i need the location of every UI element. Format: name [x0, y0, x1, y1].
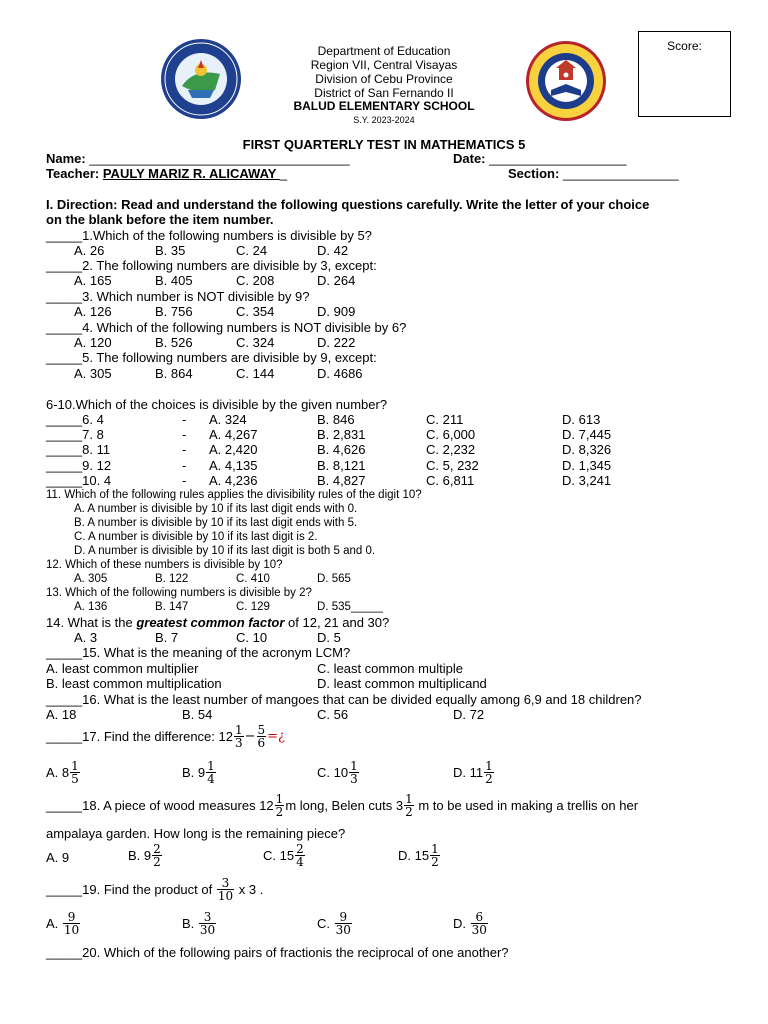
question-13-stem: 13. Which of the following numbers is divisible by 2?	[46, 587, 312, 599]
section-blank[interactable]: ________________	[562, 166, 679, 181]
choice: B. 147	[155, 601, 189, 613]
question-17-stem	[46, 724, 285, 749]
choice: B. 526	[155, 335, 193, 350]
question-3-stem: _____3. Which number is NOT divisible by 9?	[46, 289, 310, 304]
choice: A. 4,267	[209, 427, 258, 442]
choice: D. 613	[562, 412, 601, 427]
department-line: Department of Education	[317, 44, 451, 58]
choice: A. least common multiplier	[46, 661, 199, 676]
choice: D. 4686	[317, 366, 363, 381]
choice: C. 211	[426, 412, 464, 427]
numerator: 1	[431, 842, 439, 856]
choice-label: C.	[317, 916, 330, 931]
question-16-stem: _____16. What is the least number of mangoes that can be divided equally among 6,9 and 18 children?	[46, 692, 642, 707]
choice: A. 165	[74, 273, 112, 288]
choice: C. 208	[236, 273, 275, 288]
choice: D. 909	[317, 304, 356, 319]
question-12-stem: 12. Which of these numbers is divisible by 10?	[46, 559, 283, 571]
choice: D. least common multiplicand	[317, 676, 487, 691]
q17-tail: =¿	[267, 729, 286, 744]
choice: C. 56	[317, 707, 349, 722]
question-14-stem	[46, 615, 389, 630]
q18-stem-c: m to be used in making a trellis on her	[414, 798, 639, 813]
date-line	[453, 151, 627, 166]
choice-fraction	[484, 760, 494, 785]
numerator: 2	[153, 842, 161, 856]
numerator: 1	[350, 759, 358, 773]
choice-fraction	[430, 843, 440, 868]
denominator: 30	[471, 923, 487, 937]
section-line	[508, 166, 679, 181]
direction-line-2: on the blank before the item number.	[46, 212, 274, 227]
choice: A. 120	[74, 335, 112, 350]
choice: D. 5	[317, 630, 341, 645]
choice-fraction	[70, 760, 80, 785]
choice: D. 1,345	[562, 458, 612, 473]
choice: C. 2,232	[426, 442, 476, 457]
choice: D. 535_____	[317, 601, 383, 613]
choice-label: A. 8	[46, 765, 70, 780]
q19-fraction	[217, 877, 234, 902]
choice: A. 305	[74, 366, 112, 381]
direction-line-1: I. Direction: Read and understand the following questions carefully. Write the letter of your choice	[46, 197, 650, 212]
numerator: 1	[485, 759, 493, 773]
q18-stem-a: _____18. A piece of wood measures 12	[46, 798, 274, 813]
choice: A. 4,236	[209, 473, 258, 488]
section-label: Section:	[508, 166, 563, 181]
choice: A. 324	[209, 412, 247, 427]
denominator: 2	[405, 805, 413, 819]
choice: D. 565	[317, 573, 351, 585]
q18-choice-c	[263, 843, 306, 868]
choice: D. 8,326	[562, 442, 612, 457]
item-7: _____7. 8	[46, 427, 104, 442]
choice: B. 4,827	[317, 473, 366, 488]
choice: C. 5, 232	[426, 458, 479, 473]
q18-choice-a	[46, 843, 69, 873]
date-blank[interactable]: ___________________	[489, 151, 627, 166]
choice: C. A number is divisible by 10 if its last digit is 2.	[74, 531, 318, 543]
q18-fraction-1	[275, 793, 285, 818]
q19-choice-c	[317, 911, 353, 936]
question-15-stem: _____15. What is the meaning of the acronym LCM?	[46, 645, 351, 660]
district-line: District of San Fernando II	[314, 86, 454, 100]
choice: B. 2,831	[317, 427, 366, 442]
choice-label: B. 9	[182, 765, 206, 780]
dash: -	[182, 473, 187, 488]
question-18-stem	[46, 793, 638, 818]
division-line: Division of Cebu Province	[315, 72, 453, 86]
denominator: 2	[485, 772, 493, 786]
question-6-10-intro: 6-10.Which of the choices is divisible by the given number?	[46, 397, 388, 412]
dash: -	[182, 427, 187, 442]
q19-choice-d	[453, 911, 489, 936]
denominator: 3	[234, 736, 243, 750]
choice: C. 324	[236, 335, 275, 350]
choice: A. 126	[74, 304, 112, 319]
q17-choice-d	[453, 760, 495, 785]
choice: B. 756	[155, 304, 193, 319]
q18-choice-d	[398, 843, 441, 868]
numerator: 9	[339, 910, 348, 924]
choice: D. 42	[317, 243, 349, 258]
question-1-stem: _____1.Which of the following numbers is divisible by 5?	[46, 228, 372, 243]
denominator: 4	[296, 855, 304, 869]
item-10: _____10. 4	[46, 473, 112, 488]
choice-label: C. 15	[263, 848, 295, 863]
question-5-stem: _____5. The following numbers are divisible by 9, except:	[46, 350, 377, 365]
choice: D. 3,241	[562, 473, 612, 488]
numerator: 1	[405, 792, 413, 806]
item-6: _____6. 4	[46, 412, 104, 427]
choice: C. 6,000	[426, 427, 476, 442]
choice: D. 222	[317, 335, 356, 350]
choice: C. 410	[236, 573, 270, 585]
choice-label: D. 11	[453, 765, 484, 780]
denominator: 2	[275, 805, 284, 819]
item-9: _____9. 12	[46, 458, 112, 473]
choice: B. 8,121	[317, 458, 366, 473]
choice: B. 864	[155, 366, 193, 381]
q18-stem-b: m long, Belen cuts 3	[285, 798, 404, 813]
denominator: 3	[350, 772, 358, 786]
choice: D. 72	[453, 707, 485, 722]
choice: C. 129	[236, 601, 270, 613]
choice: C. least common multiple	[317, 661, 463, 676]
region-line: Region VII, Central Visayas	[310, 58, 458, 72]
q17-choice-b	[182, 760, 217, 785]
choice-label: D.	[453, 916, 466, 931]
score-box	[638, 31, 731, 117]
numerator: 2	[296, 842, 304, 856]
minus-sign: −	[244, 729, 256, 744]
q18-choice-b	[128, 843, 163, 868]
question-19-stem	[46, 877, 263, 902]
choice: B. 122	[155, 573, 189, 585]
choice-label: A.	[46, 916, 59, 931]
choice: A. 305	[74, 573, 108, 585]
choice: B. least common multiplication	[46, 676, 222, 691]
denominator: 4	[207, 772, 215, 786]
numerator: 1	[207, 759, 215, 773]
q14-stem-post: of 12, 21 and 30?	[284, 615, 390, 630]
q19-stem-post: x 3 .	[235, 882, 264, 897]
choice: B. 54	[182, 707, 213, 722]
q17-fraction-2	[257, 724, 267, 749]
q14-stem-pre: 14. What is the	[46, 615, 137, 630]
q18-fraction-2	[404, 793, 414, 818]
choice-fraction	[335, 911, 352, 936]
division-seal-logo	[160, 38, 242, 120]
q17-choice-a	[46, 760, 81, 785]
q19-choice-b	[182, 911, 217, 936]
numerator: 9	[67, 910, 76, 924]
q19-choice-a	[46, 911, 81, 936]
denominator: 10	[63, 923, 80, 937]
numerator: 6	[475, 910, 484, 924]
school-name: BALUD ELEMENTARY SCHOOL	[293, 99, 475, 113]
choice-label: B.	[182, 916, 195, 931]
choice: D. 264	[317, 273, 356, 288]
dash: -	[182, 442, 187, 457]
teacher-tail: _	[279, 166, 288, 181]
denominator: 30	[199, 923, 216, 937]
choice-fraction	[206, 760, 216, 785]
choice: A. 2,420	[209, 442, 258, 457]
q14-stem-emphasis: greatest common factor	[136, 615, 285, 630]
date-label: Date:	[453, 151, 490, 166]
choice: B. 35	[155, 243, 186, 258]
choice: A. 4,135	[209, 458, 258, 473]
numerator: 3	[221, 876, 230, 890]
numerator: 1	[71, 759, 79, 773]
teacher-label: Teacher:	[46, 166, 103, 181]
numerator: 1	[275, 792, 284, 806]
choice: A. 26	[74, 243, 105, 258]
choice: A. 3	[74, 630, 98, 645]
choice-fraction	[471, 911, 488, 936]
question-11-stem: 11. Which of the following rules applies the divisibility rules of the digit 10?	[46, 489, 422, 501]
test-title: FIRST QUARTERLY TEST IN MATHEMATICS 5	[242, 137, 526, 152]
choice: D. 7,445	[562, 427, 612, 442]
denominator: 30	[335, 923, 351, 937]
numerator: 5	[257, 723, 266, 737]
choice: C. 24	[236, 243, 268, 258]
denominator: 5	[71, 772, 79, 786]
choice: C. 10	[236, 630, 268, 645]
choice: A. A number is divisible by 10 if its last digit ends with 0.	[74, 503, 358, 515]
question-18-line-2: ampalaya garden. How long is the remaining piece?	[46, 826, 346, 841]
teacher-name: PAULY MARIZ R. ALICAWAY	[102, 166, 280, 181]
choice-fraction	[199, 911, 216, 936]
choice-label: A. 9	[46, 850, 70, 865]
choice-label: C. 10	[317, 765, 349, 780]
q17-stem-pre: _____17. Find the difference: 12	[46, 729, 233, 744]
choice-label: D. 15	[398, 848, 430, 863]
name-label: Name:	[46, 151, 90, 166]
q19-stem-pre: _____19. Find the product of	[46, 882, 216, 897]
denominator: 2	[431, 855, 439, 869]
choice: C. 6,811	[426, 473, 475, 488]
question-2-stem: _____2. The following numbers are divisible by 3, except:	[46, 258, 377, 273]
choice: B. 405	[155, 273, 193, 288]
choice: B. 846	[317, 412, 355, 427]
numerator: 3	[203, 910, 212, 924]
school-seal-logo	[525, 40, 607, 122]
school-year: S.Y. 2023-2024	[353, 115, 415, 125]
choice: C. 144	[236, 366, 275, 381]
name-blank[interactable]: ____________________________________	[89, 151, 350, 166]
choice-fraction	[295, 843, 305, 868]
q17-choice-c	[317, 760, 360, 785]
choice: D. A number is divisible by 10 if its last digit is both 5 and 0.	[74, 545, 376, 557]
choice: C. 354	[236, 304, 275, 319]
question-4-stem: _____4. Which of the following numbers is NOT divisible by 6?	[46, 320, 407, 335]
item-8: _____8. 11	[46, 442, 111, 457]
score-label: Score:	[667, 39, 702, 53]
numerator: 1	[234, 723, 243, 737]
choice: B. 4,626	[317, 442, 366, 457]
q17-fraction-1	[234, 724, 244, 749]
question-20-stem: _____20. Which of the following pairs of fractionis the reciprocal of one another?	[46, 945, 509, 960]
dash: -	[182, 458, 187, 473]
choice-fraction	[63, 911, 80, 936]
denominator: 2	[153, 855, 161, 869]
denominator: 6	[257, 736, 266, 750]
choice: B. 7	[155, 630, 179, 645]
choice: B. A number is divisible by 10 if its last digit ends with 5.	[74, 517, 358, 529]
choice: A. 18	[46, 707, 77, 722]
choice-fraction	[349, 760, 359, 785]
dash: -	[182, 412, 187, 427]
name-line	[46, 151, 350, 166]
choice-label: B. 9	[128, 848, 152, 863]
teacher-line	[46, 166, 287, 181]
denominator: 10	[217, 889, 234, 903]
choice-fraction	[152, 843, 162, 868]
choice: A. 136	[74, 601, 108, 613]
